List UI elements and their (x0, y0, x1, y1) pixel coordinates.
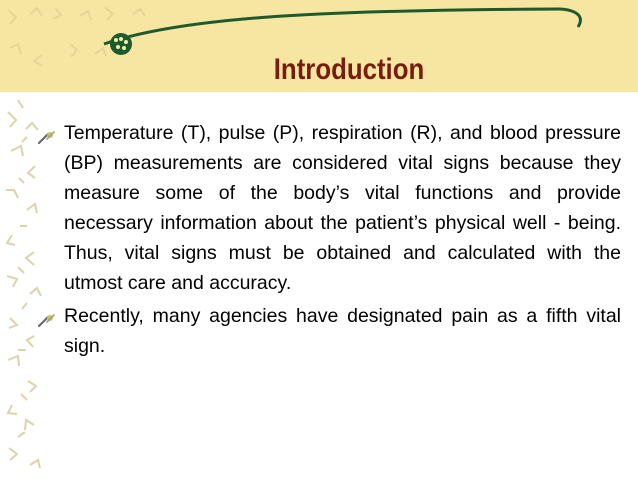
bullet-text: Recently, many agencies have designated pain as a fifth vital sign. (64, 305, 621, 357)
bullet-item (36, 118, 621, 298)
bullet-icon (38, 124, 57, 138)
slide-content (36, 118, 621, 364)
slide-title: Introduction (273, 53, 425, 86)
bullet-icon-graphic (38, 131, 57, 145)
bullet-text: Temperature (T), pulse (P), respiration (R), and blood pressure (BP) measurements are considered vital signs because they measure some of the body’s vital functions and provide necessary information about the patient’s physical well - being. Thus, vital signs must be obtained and calculated with the utmost care and accuracy. (64, 122, 621, 294)
bullet-icon-graphic (38, 314, 57, 328)
bullet-icon (38, 307, 57, 321)
bullet-item (36, 301, 621, 361)
